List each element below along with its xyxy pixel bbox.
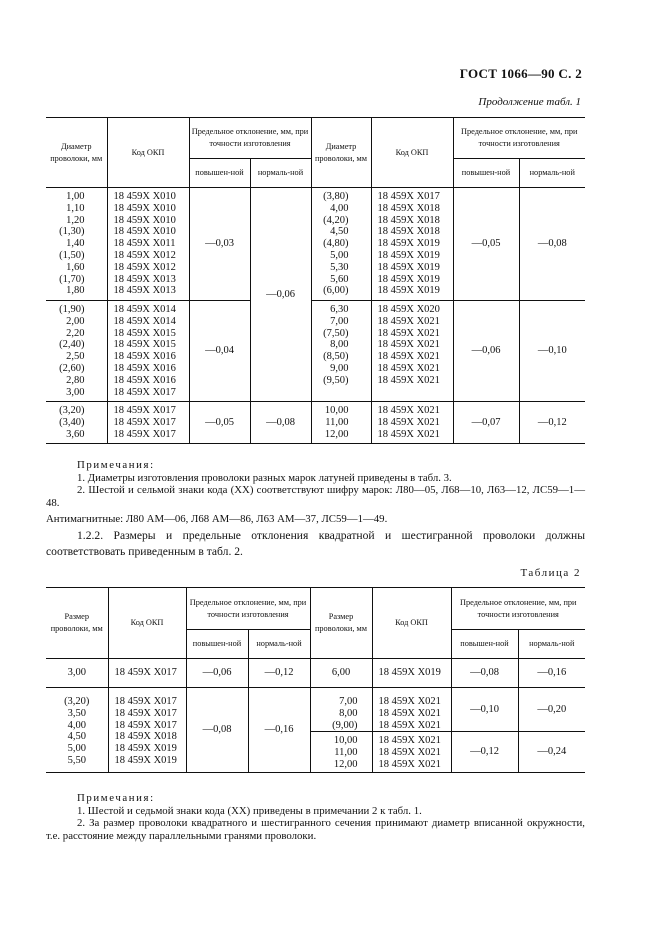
diameter-list: (1,90) 2,00 2,20 (2,40) 2,50 (2,60) 2,80 3,00 bbox=[46, 301, 107, 402]
deviation-increased: —0,12 bbox=[451, 732, 518, 773]
deviation-normal: —0,06 bbox=[250, 188, 311, 402]
size-value: 6,00 bbox=[310, 659, 372, 688]
code-list: 18 459Х Х021 18 459Х Х021 18 459Х Х021 bbox=[371, 402, 453, 444]
header-code-right: Код ОКП bbox=[372, 588, 451, 659]
deviation-normal: —0,20 bbox=[518, 688, 585, 732]
deviation-increased: —0,10 bbox=[451, 688, 518, 732]
diameter-list: (3,80) 4,00 (4,20) 4,50 (4,80) 5,00 5,30 5,60 (6,00) bbox=[311, 188, 371, 301]
deviation-normal: —0,12 bbox=[248, 659, 310, 688]
deviation-normal: —0,10 bbox=[519, 301, 585, 402]
size-list: 10,00 11,00 12,00 bbox=[310, 732, 372, 773]
code-value: 18 459Х Х019 bbox=[372, 659, 451, 688]
code-list: 18 459Х Х020 18 459Х Х021 18 459Х Х021 18 459Х Х021 18 459Х Х021 18 459Х Х021 18 459Х Х021 bbox=[371, 301, 453, 402]
deviation-increased: —0,05 bbox=[189, 402, 250, 444]
notes-table-1 bbox=[46, 459, 585, 526]
header-size-right: Размер проволоки, мм bbox=[310, 588, 372, 659]
diameter-list: 6,30 7,00 (7,50) 8,00 (8,50) 9,00 (9,50) bbox=[311, 301, 371, 402]
deviation-increased: —0,03 bbox=[189, 188, 250, 301]
table-row bbox=[46, 188, 585, 301]
page-header: ГОСТ 1066—90 С. 2 bbox=[459, 66, 582, 81]
deviation-increased: —0,08 bbox=[451, 659, 518, 688]
code-list: 18 459Х Х014 18 459Х Х014 18 459Х Х015 18 459Х Х015 18 459Х Х016 18 459Х Х016 18 459Х Х016 18 459Х Х017 bbox=[107, 301, 189, 402]
diameter-list: 10,00 11,00 12,00 bbox=[311, 402, 371, 444]
size-list: 7,00 8,00 (9,00) bbox=[310, 688, 372, 732]
code-list: 18 459Х Х017 18 459Х Х017 18 459Х Х017 18 459Х Х018 18 459Х Х019 18 459Х Х019 bbox=[108, 688, 186, 773]
header-normal: нормаль-ной bbox=[248, 630, 310, 659]
section-paragraph: 1.2.2. Размеры и предельные отклонения квадратной и шестигранной проволоки должны соответствовать приведенным в табл. 2. bbox=[46, 529, 585, 558]
header-deviation-right: Предельное отклонение, мм, при точности изготовления bbox=[453, 118, 585, 159]
header-diameter: Диаметр проволоки, мм bbox=[46, 118, 107, 188]
notes-title: Примечания: bbox=[77, 459, 155, 471]
size-value: 3,00 bbox=[46, 659, 108, 688]
table-1 bbox=[46, 117, 585, 444]
deviation-increased: —0,06 bbox=[453, 301, 519, 402]
deviation-normal: —0,16 bbox=[518, 659, 585, 688]
code-list: 18 459Х Х010 18 459Х Х010 18 459Х Х010 18 459Х Х010 18 459Х Х011 18 459Х Х012 18 459Х Х012 18 459Х Х013 18 459Х Х013 bbox=[107, 188, 189, 301]
note-2: 2. Шестой и сельмой знаки кода (ХХ) соответствуют шифру марок: Л80—05, Л68—10, Л63—12, ЛС59—1—48. bbox=[46, 484, 585, 509]
table-row bbox=[46, 659, 585, 688]
deviation-increased: —0,06 bbox=[186, 659, 248, 688]
header-code-right: Код ОКП bbox=[371, 118, 453, 188]
deviation-normal: —0,16 bbox=[248, 688, 310, 773]
table-continuation-label: Продолжение табл. 1 bbox=[478, 96, 581, 108]
header-increased-right: повышен-ной bbox=[451, 630, 518, 659]
note-antimagnetic: Антимагнитные: Л80 АМ—06, Л68 АМ—86, Л63 АМ—37, ЛС59—1—49. bbox=[46, 513, 388, 525]
diameter-list: (3,20) (3,40) 3,60 bbox=[46, 402, 107, 444]
table-row bbox=[46, 402, 585, 444]
table-2-label: Таблица 2 bbox=[520, 567, 581, 579]
header-size: Размер проволоки, мм bbox=[46, 588, 108, 659]
size-list: (3,20) 3,50 4,00 4,50 5,00 5,50 bbox=[46, 688, 108, 773]
code-list: 18 459Х Х021 18 459Х Х021 18 459Х Х021 bbox=[372, 732, 451, 773]
header-deviation: Предельное отклонение, мм, при точности изготовления bbox=[189, 118, 311, 159]
note-1: 1. Шестой и седьмой знаки кода (ХХ) приведены в примечании 2 к табл. 1. bbox=[77, 804, 422, 817]
deviation-normal: —0,12 bbox=[519, 402, 585, 444]
code-list: 18 459Х Х017 18 459Х Х017 18 459Х Х017 bbox=[107, 402, 189, 444]
deviation-normal: —0,08 bbox=[250, 402, 311, 444]
code-list: 18 459Х Х017 18 459Х Х018 18 459Х Х018 18 459Х Х018 18 459Х Х019 18 459Х Х019 18 459Х Х019 18 459Х Х019 18 459Х Х019 bbox=[371, 188, 453, 301]
deviation-increased: —0,07 bbox=[453, 402, 519, 444]
header-code: Код ОКП bbox=[108, 588, 186, 659]
diameter-list: 1,00 1,10 1,20 (1,30) 1,40 (1,50) 1,60 (1,70) 1,80 bbox=[59, 191, 85, 297]
header-diameter-right: Диаметр проволоки, мм bbox=[311, 118, 371, 188]
deviation-increased: —0,04 bbox=[189, 301, 250, 402]
deviation-increased: —0,05 bbox=[453, 188, 519, 301]
notes-table-2 bbox=[46, 792, 585, 842]
table-2 bbox=[46, 587, 585, 773]
header-code: Код ОКП bbox=[107, 118, 189, 188]
table-row bbox=[46, 688, 585, 732]
note-2: 2. За размер проволоки квадратного и шестигранного сечения принимают диаметр вписанной окружности, т.е. расстояние между параллельными гранями проволоки. bbox=[46, 817, 585, 842]
notes-title: Примечания: bbox=[77, 792, 155, 804]
header-normal-right: нормаль-ной bbox=[519, 159, 585, 188]
header-deviation: Предельное отклонение, мм, при точности изготовления bbox=[186, 588, 310, 630]
header-deviation-right: Предельное отклонение, мм, при точности изготовления bbox=[451, 588, 585, 630]
header-normal: нормаль-ной bbox=[250, 159, 311, 188]
code-list: 18 459Х Х021 18 459Х Х021 18 459Х Х021 bbox=[372, 688, 451, 732]
deviation-normal: —0,08 bbox=[519, 188, 585, 301]
note-1: 1. Диаметры изготовления проволоки разных марок латуней приведены в табл. 3. bbox=[77, 471, 452, 484]
deviation-increased: —0,08 bbox=[186, 688, 248, 773]
table-row bbox=[46, 301, 585, 402]
header-increased: повышен-ной bbox=[186, 630, 248, 659]
header-increased-right: повышен-ной bbox=[453, 159, 519, 188]
header-normal-right: нормаль-ной bbox=[518, 630, 585, 659]
code-value: 18 459Х Х017 bbox=[108, 659, 186, 688]
deviation-normal: —0,24 bbox=[518, 732, 585, 773]
header-increased: повышен-ной bbox=[189, 159, 250, 188]
